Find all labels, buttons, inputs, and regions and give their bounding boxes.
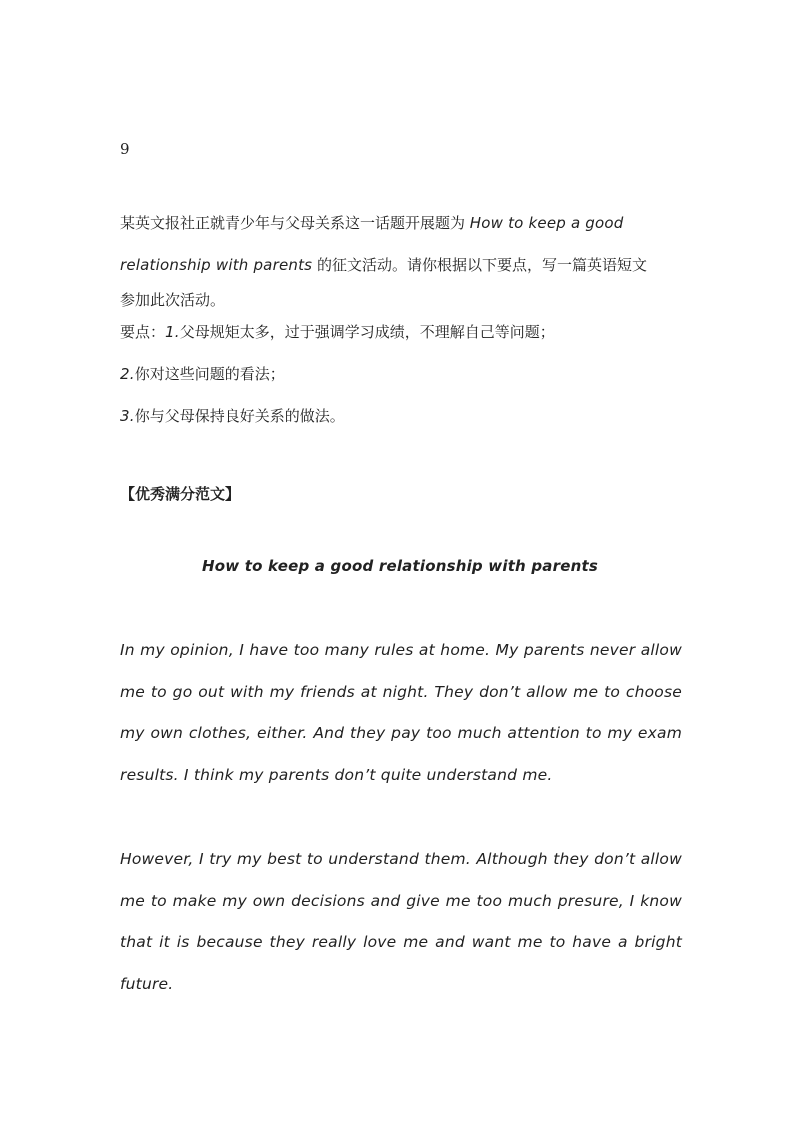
point-3-text: 你与父母保持良好关系的做法。 [134, 407, 345, 425]
prompt-line-2-english: relationship with parents [120, 256, 313, 274]
point-1-number: 1. [165, 323, 180, 341]
essay-paragraph-1: In my opinion, I have too many rules at home. My parents never allow me to go out with my friends at night. They don’t allow me to choose my own clothes, either. And they pay too much attention to my exam results. I think my parents don’t quite understand me. [120, 641, 682, 784]
essay-paragraph-2: However, I try my best to understand them. Although they don’t allow me to make my own decisions and give me too much presure, I know that it is because they really love me and want me to have a bright future. [120, 850, 682, 993]
essay-title: How to keep a good relationship with parents [202, 557, 598, 575]
prompt-point-1 [120, 322, 555, 342]
point-3-number: 3. [120, 407, 135, 425]
page-number: 9 [120, 140, 130, 158]
point-2-number: 2. [120, 365, 135, 383]
point-2-text: 你对这些问题的看法； [134, 365, 285, 383]
prompt-line-2 [120, 255, 647, 275]
point-1-text: 父母规矩太多，过于强调学习成绩，不理解自己等问题； [179, 323, 555, 341]
prompt-line-1-chinese: 某英文报社正就青少年与父母关系这一话题开展题为 [120, 214, 466, 232]
point-prefix: 要点： [120, 323, 166, 341]
section-heading: 【优秀满分范文】 [120, 485, 241, 503]
prompt-point-2 [120, 364, 285, 384]
prompt-line-2-chinese: 的征文活动。请你根据以下要点，写一篇英语短文 [316, 256, 647, 274]
prompt-line-3: 参加此次活动。 [120, 291, 226, 309]
prompt-point-3 [120, 406, 345, 426]
prompt-line-1 [120, 213, 624, 233]
prompt-line-1-english: How to keep a good [469, 214, 624, 232]
